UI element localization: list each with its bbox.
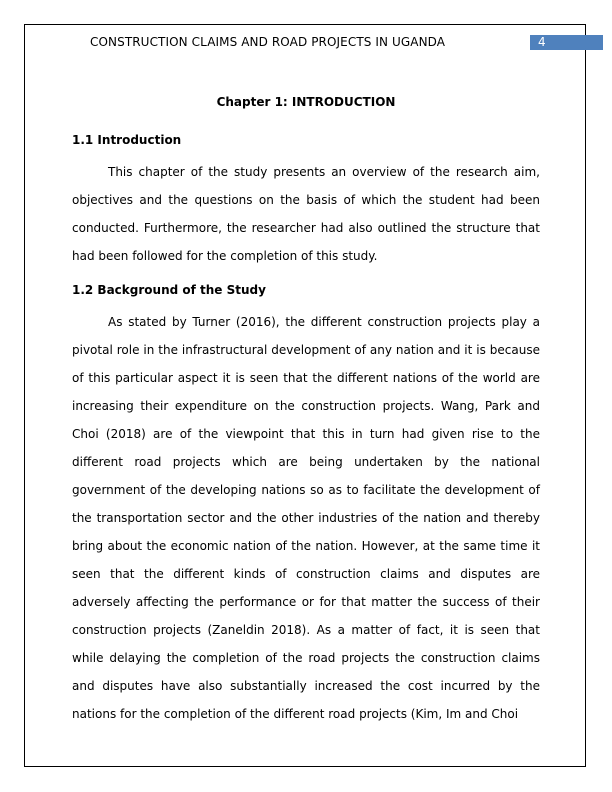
document-body [72,92,540,728]
chapter-title: Chapter 1: INTRODUCTION [216,95,396,109]
page-number-badge [530,35,603,50]
section-heading-background: 1.2 Background of the Study [72,283,266,297]
running-header-title: CONSTRUCTION CLAIMS AND ROAD PROJECTS IN UGANDA [90,35,446,49]
section-heading-introduction: 1.1 Introduction [72,133,182,147]
page-number: 4 [538,35,546,49]
paragraph-introduction: This chapter of the study presents an overview of the research aim, objectives and the questions on the basis of which the student had been conducted. Furthermore, the researcher had also outlined the structure that had been followed for the completion of this study. [72,165,540,263]
spacer [72,270,540,280]
spacer [72,120,540,130]
paragraph-background: As stated by Turner (2016), the different construction projects play a pivotal role in the infrastructural development of any nation and it is because of this particular aspect it is seen that the different nations of the world are increasing their expenditure on the construction projects. Wang, Park and Choi (2018) are of the viewpoint that this in turn had given rise to the different road projects which are being undertaken by the national government of the developing nations so as to facilitate the development of the transportation sector and the other industries of the nation and thereby bring about the economic nation of the nation. However, at the same time it seen that the different kinds of construction claims and disputes are adversely affecting the performance or for that matter the success of their construction projects (Zaneldin 2018). As a matter of fact, it is seen that while delaying the completion of the road projects the construction claims and disputes have also substantially increased the cost incurred by the nations for the completion of the different road projects (Kim, Im and Choi [72,315,540,721]
